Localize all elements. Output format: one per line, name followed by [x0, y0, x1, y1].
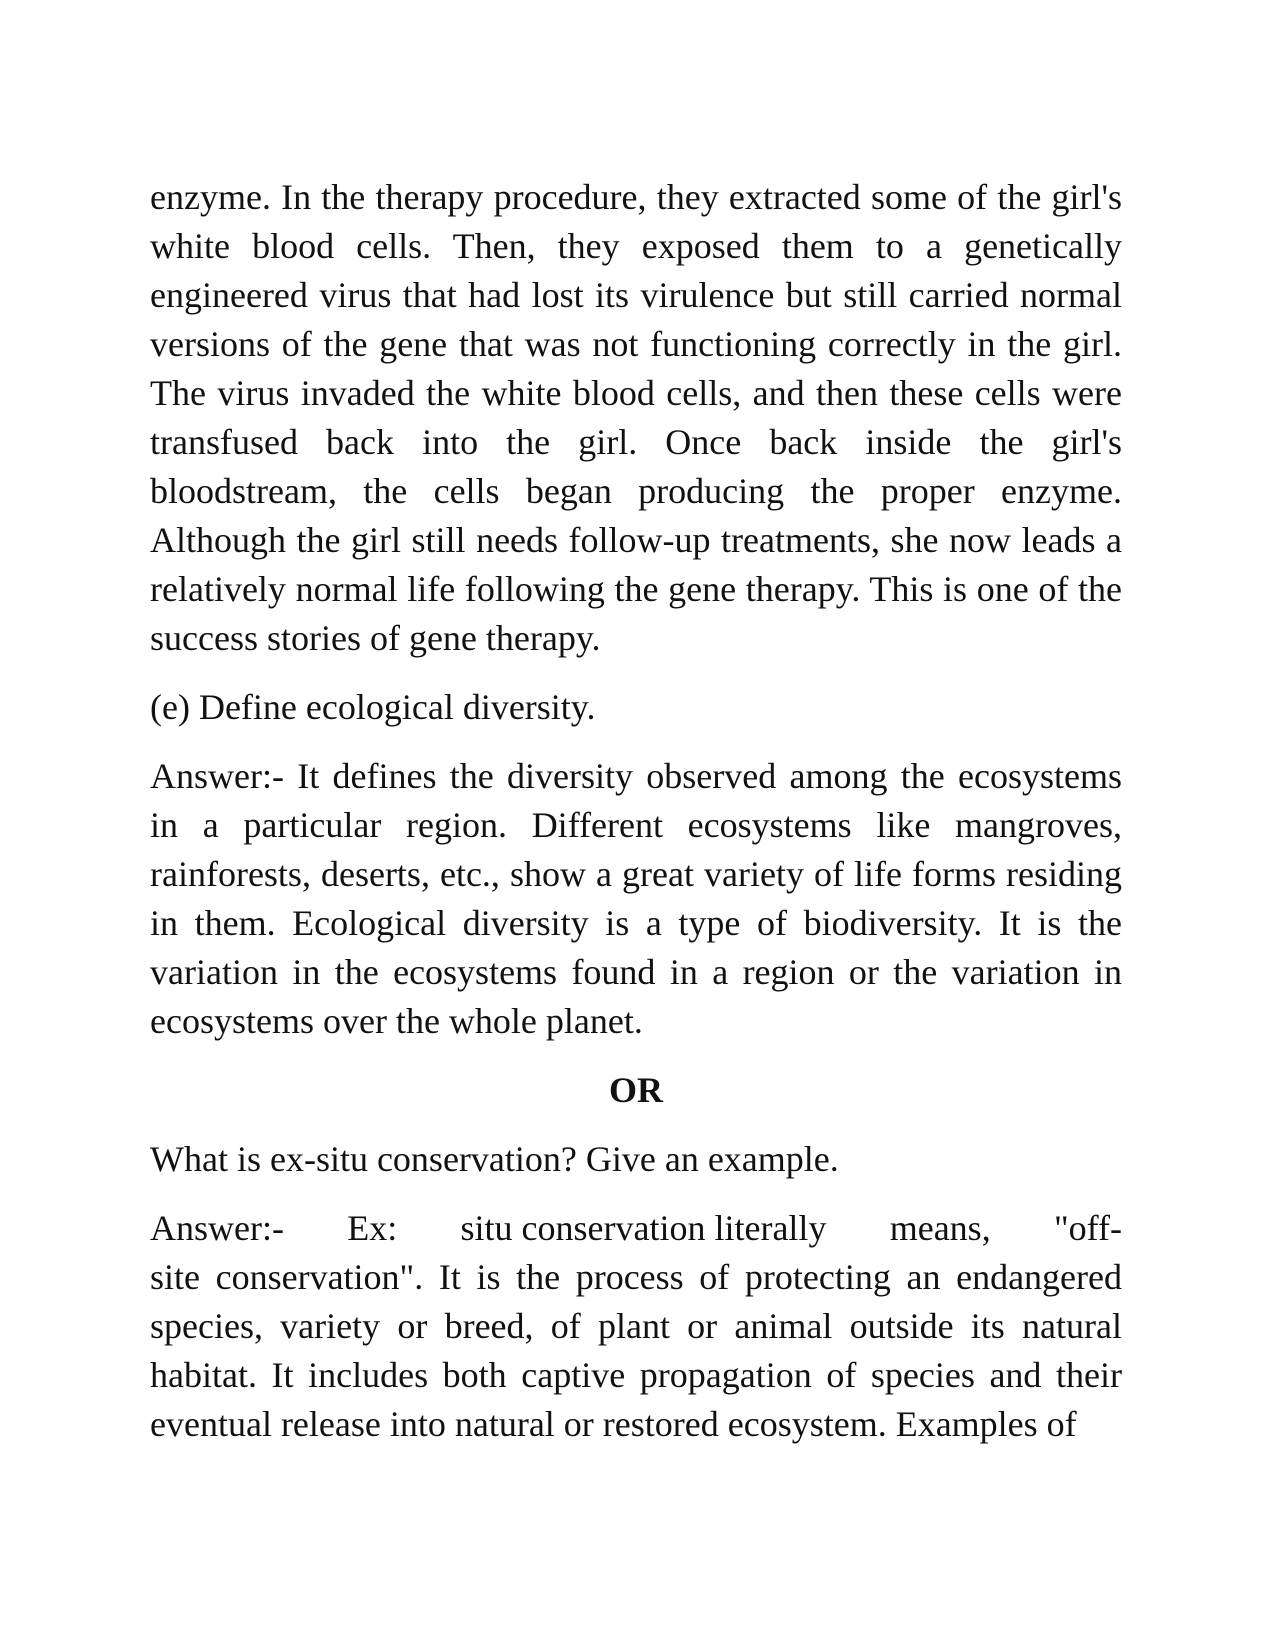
answer-word: situ conservation literally: [460, 1208, 827, 1248]
question-e: (e) Define ecological diversity.: [150, 687, 596, 727]
or-heading: OR: [609, 1070, 663, 1110]
answer-e-paragraph: Answer:- It defines the diversity observed among the ecosystems in a particular region. Different ecosystems like mangroves, rainforests, deserts, etc., show a great variety of life forms residing in them. Ecological diversity is a type of biodiversity. It is the variation in the ecosystems found in a region or the variation in ecosystems over the whole planet.: [150, 756, 1122, 1041]
answer-ex-situ-paragraph: site conservation". It is the process of protecting an endangered species, variety or breed, of plant or animal outside its natural habitat. It includes both captive propagation of species and their eventual release into natural or restored ecosystem. Examples of: [150, 1257, 1122, 1444]
gene-therapy-paragraph: enzyme. In the therapy procedure, they extracted some of the girl's white blood cells. Then, they exposed them to a genetically engineered virus that had lost its virulence but still carried normal versions of the gene that was not functioning correctly in the girl. The virus invaded the white blood cells, and then these cells were transfused back into the girl. Once back inside the girl's bloodstream, the cells began producing the proper enzyme. Although the girl still needs follow-up treatments, she now leads a relatively normal life following the gene therapy. This is one of the success stories of gene therapy.: [150, 177, 1122, 658]
question-ex-situ: What is ex-situ conservation? Give an example.: [150, 1139, 839, 1179]
answer-label: Answer:-: [150, 1208, 284, 1248]
answer-word: "off-: [1053, 1208, 1122, 1248]
answer-ex-situ-first-line: [150, 1204, 1122, 1253]
answer-word: Ex:: [347, 1208, 398, 1248]
answer-ex-situ: [150, 1204, 1122, 1449]
answer-word: means,: [889, 1208, 991, 1248]
document-page: [150, 173, 1122, 1449]
